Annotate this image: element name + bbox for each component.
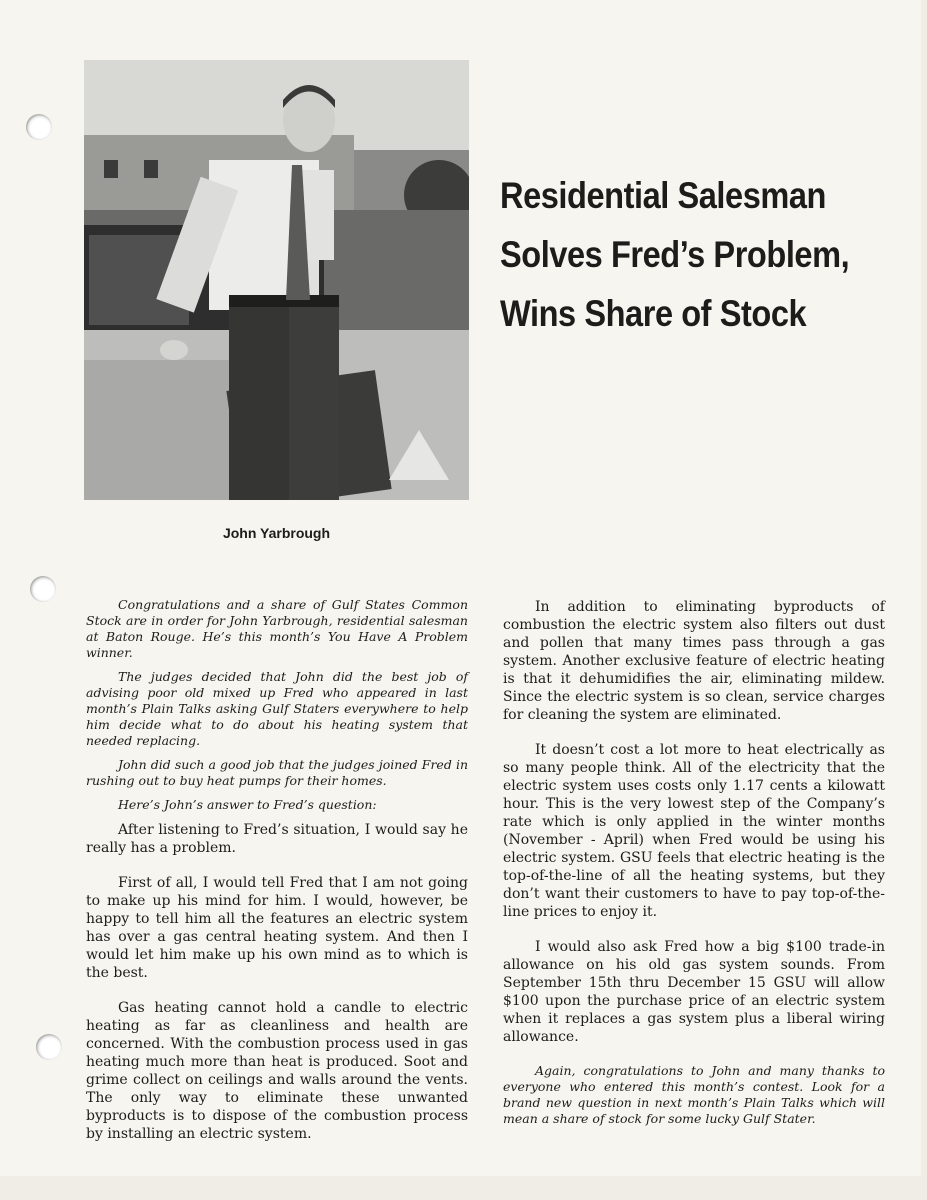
- answer-paragraph: Gas heating cannot hold a candle to electric heating as far as cleanliness and health are concerned. With the combustion process used in gas heating much more than heat is produced. Soot and grime collect on ceilings and walls around the vents. The only way to eliminate these unwanted byproducts is to dispose of the combustion process by installing an electric system.: [86, 1000, 468, 1142]
- answer-paragraph: First of all, I would tell Fred that I am not going to make up his mind for him. I would, however, be happy to tell him all the features an electric system has over a gas central heating system. And then I would let him make up his own mind as to which is the best.: [86, 875, 468, 981]
- answer-paragraph: I would also ask Fred how a big $100 trade-in allowance on his old gas system sounds. From September 15th thru December 15 GSU will allow $100 upon the purchase price of an electric system when it replaces a gas system plus a liberal wiring allowance.: [503, 939, 885, 1045]
- intro-paragraph: Here’s John’s answer to Fred’s question:: [118, 797, 377, 812]
- closing-paragraph: Again, congratulations to John and many thanks to everyone who entered this month’s contest. Look for a brand new question in next month’s Plain Talks which will mean a share of stock for some lucky Gulf Stater.: [503, 1063, 885, 1126]
- answer-paragraph: In addition to eliminating byproducts of combustion the electric system also filters out dust and pollen that many times pass through a gas system. Another exclusive feature of electric heating is that it dehumidifies the air, eliminating mildew. Since the electric system is so clean, service charges for cleaning the system are eliminated.: [503, 599, 885, 723]
- intro-paragraph: Congratulations and a share of Gulf States Common Stock are in order for John Yarbrough, residential salesman at Baton Rouge. He’s this month’s You Have A Problem winner.: [86, 597, 468, 660]
- punch-hole-middle: [30, 576, 56, 602]
- headline-line: Wins Share of Stock: [500, 293, 807, 334]
- headline-line: Solves Fred’s Problem,: [500, 234, 850, 275]
- photo-caption: John Yarbrough: [222, 525, 331, 541]
- answer-paragraph: It doesn’t cost a lot more to heat electrically as so many people think. All of the electricity that the electric system uses costs only 1.17 cents a kilowatt hour. This is the very lowest step of the Company’s rate which is only applied in the winter months (November - April) when Fred would be using his electric system. GSU feels that electric heating is the top-of-the-line of all the heating systems, but they don’t want their customers to have to pay top-of-the-line prices to enjoy it.: [503, 742, 885, 920]
- intro-paragraph: John did such a good job that the judges joined Fred in rushing out to buy heat pumps for their homes.: [86, 757, 468, 788]
- answer-paragraph: After listening to Fred’s situation, I would say he really has a problem.: [86, 822, 468, 856]
- punch-hole-bottom: [36, 1034, 62, 1060]
- headline: [500, 166, 910, 343]
- headline-line: Residential Salesman: [500, 175, 826, 216]
- punch-hole-top: [26, 114, 52, 140]
- intro-paragraph: The judges decided that John did the best job of advising poor old mixed up Fred who appeared in last month’s Plain Talks asking Gulf Staters everywhere to help him decide what to do about his heating system that needed replacing.: [86, 669, 468, 748]
- left-column: [86, 597, 468, 1160]
- right-column: [503, 598, 885, 1135]
- salesman-photo: [84, 60, 469, 500]
